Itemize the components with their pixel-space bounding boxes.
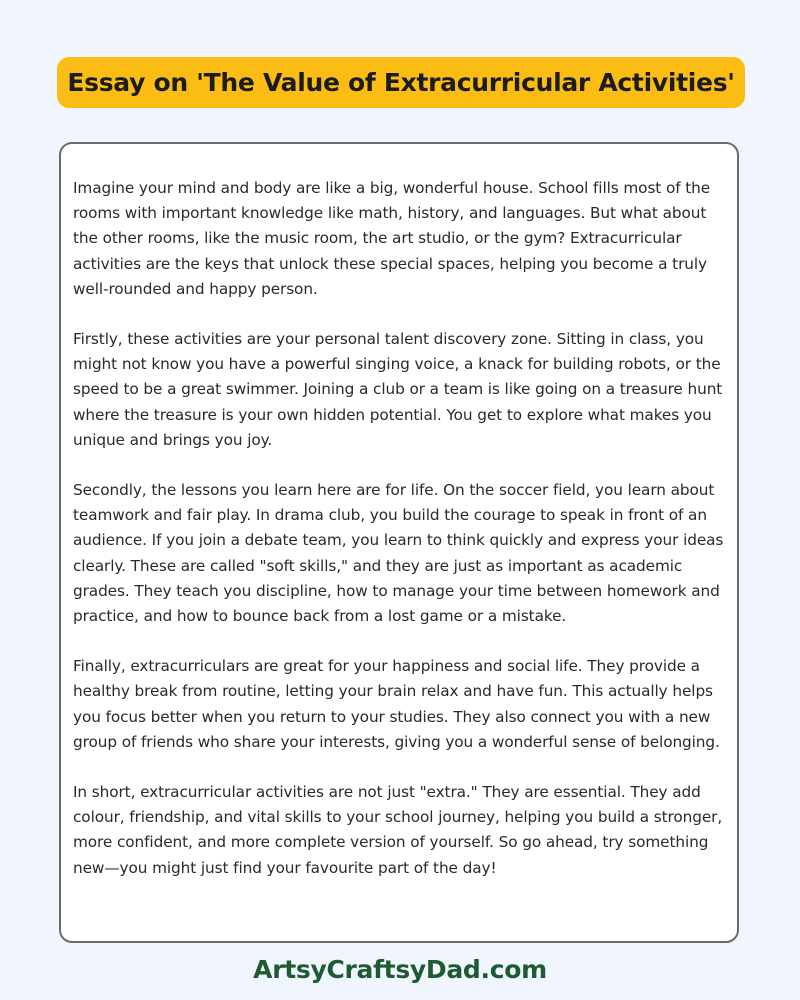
essay-paragraph-second-point: Secondly, the lessons you learn here are for life. On the soccer field, you learn about teamwork and fair play. In drama club, you build the courage to speak in front of an audience. If you join a debate team, you learn to think quickly and express your ideas clearly. These are called "soft skills," and they are just as important as academic grades. They teach you discipline, how to manage your time between homework and practice, and how to bounce back from a lost game or a mistake. (73, 481, 724, 626)
essay-paragraph-conclusion: In short, extracurricular activities are not just "extra." They are essential. They add colour, friendship, and vital skills to your school journey, helping you build a stronger, more confident, and more complete version of yourself. So go ahead, try something new—you might just find your favourite part of the day! (73, 783, 723, 877)
footer-brand-text: ArtsyCraftsyDad.com (253, 955, 547, 984)
essay-paragraph-third-point: Finally, extracurriculars are great for your happiness and social life. They provide a healthy break from routine, letting your brain relax and have fun. This actually helps you focus better when you return to your studies. They also connect you with a new group of friends who share your interests, giving you a wonderful sense of belonging. (73, 657, 720, 751)
page-title: Essay on 'The Value of Extracurricular Activities' (67, 68, 735, 97)
essay-paragraph-first-point: Firstly, these activities are your personal talent discovery zone. Sitting in class, you might not know you have a powerful singing voice, a knack for building robots, or the speed to be a great swimmer. Joining a club or a team is like going on a treasure hunt where the treasure is your own hidden potential. You get to explore what makes you unique and brings you joy. (73, 330, 723, 449)
title-banner (57, 57, 745, 108)
essay-card (59, 142, 739, 943)
essay-paragraph-intro: Imagine your mind and body are like a big, wonderful house. School fills most of the rooms with important knowledge like math, history, and languages. But what about the other rooms, like the music room, the art studio, or the gym? Extracurricular activities are the keys that unlock these special spaces, helping you become a truly well-rounded and happy person. (73, 179, 711, 298)
